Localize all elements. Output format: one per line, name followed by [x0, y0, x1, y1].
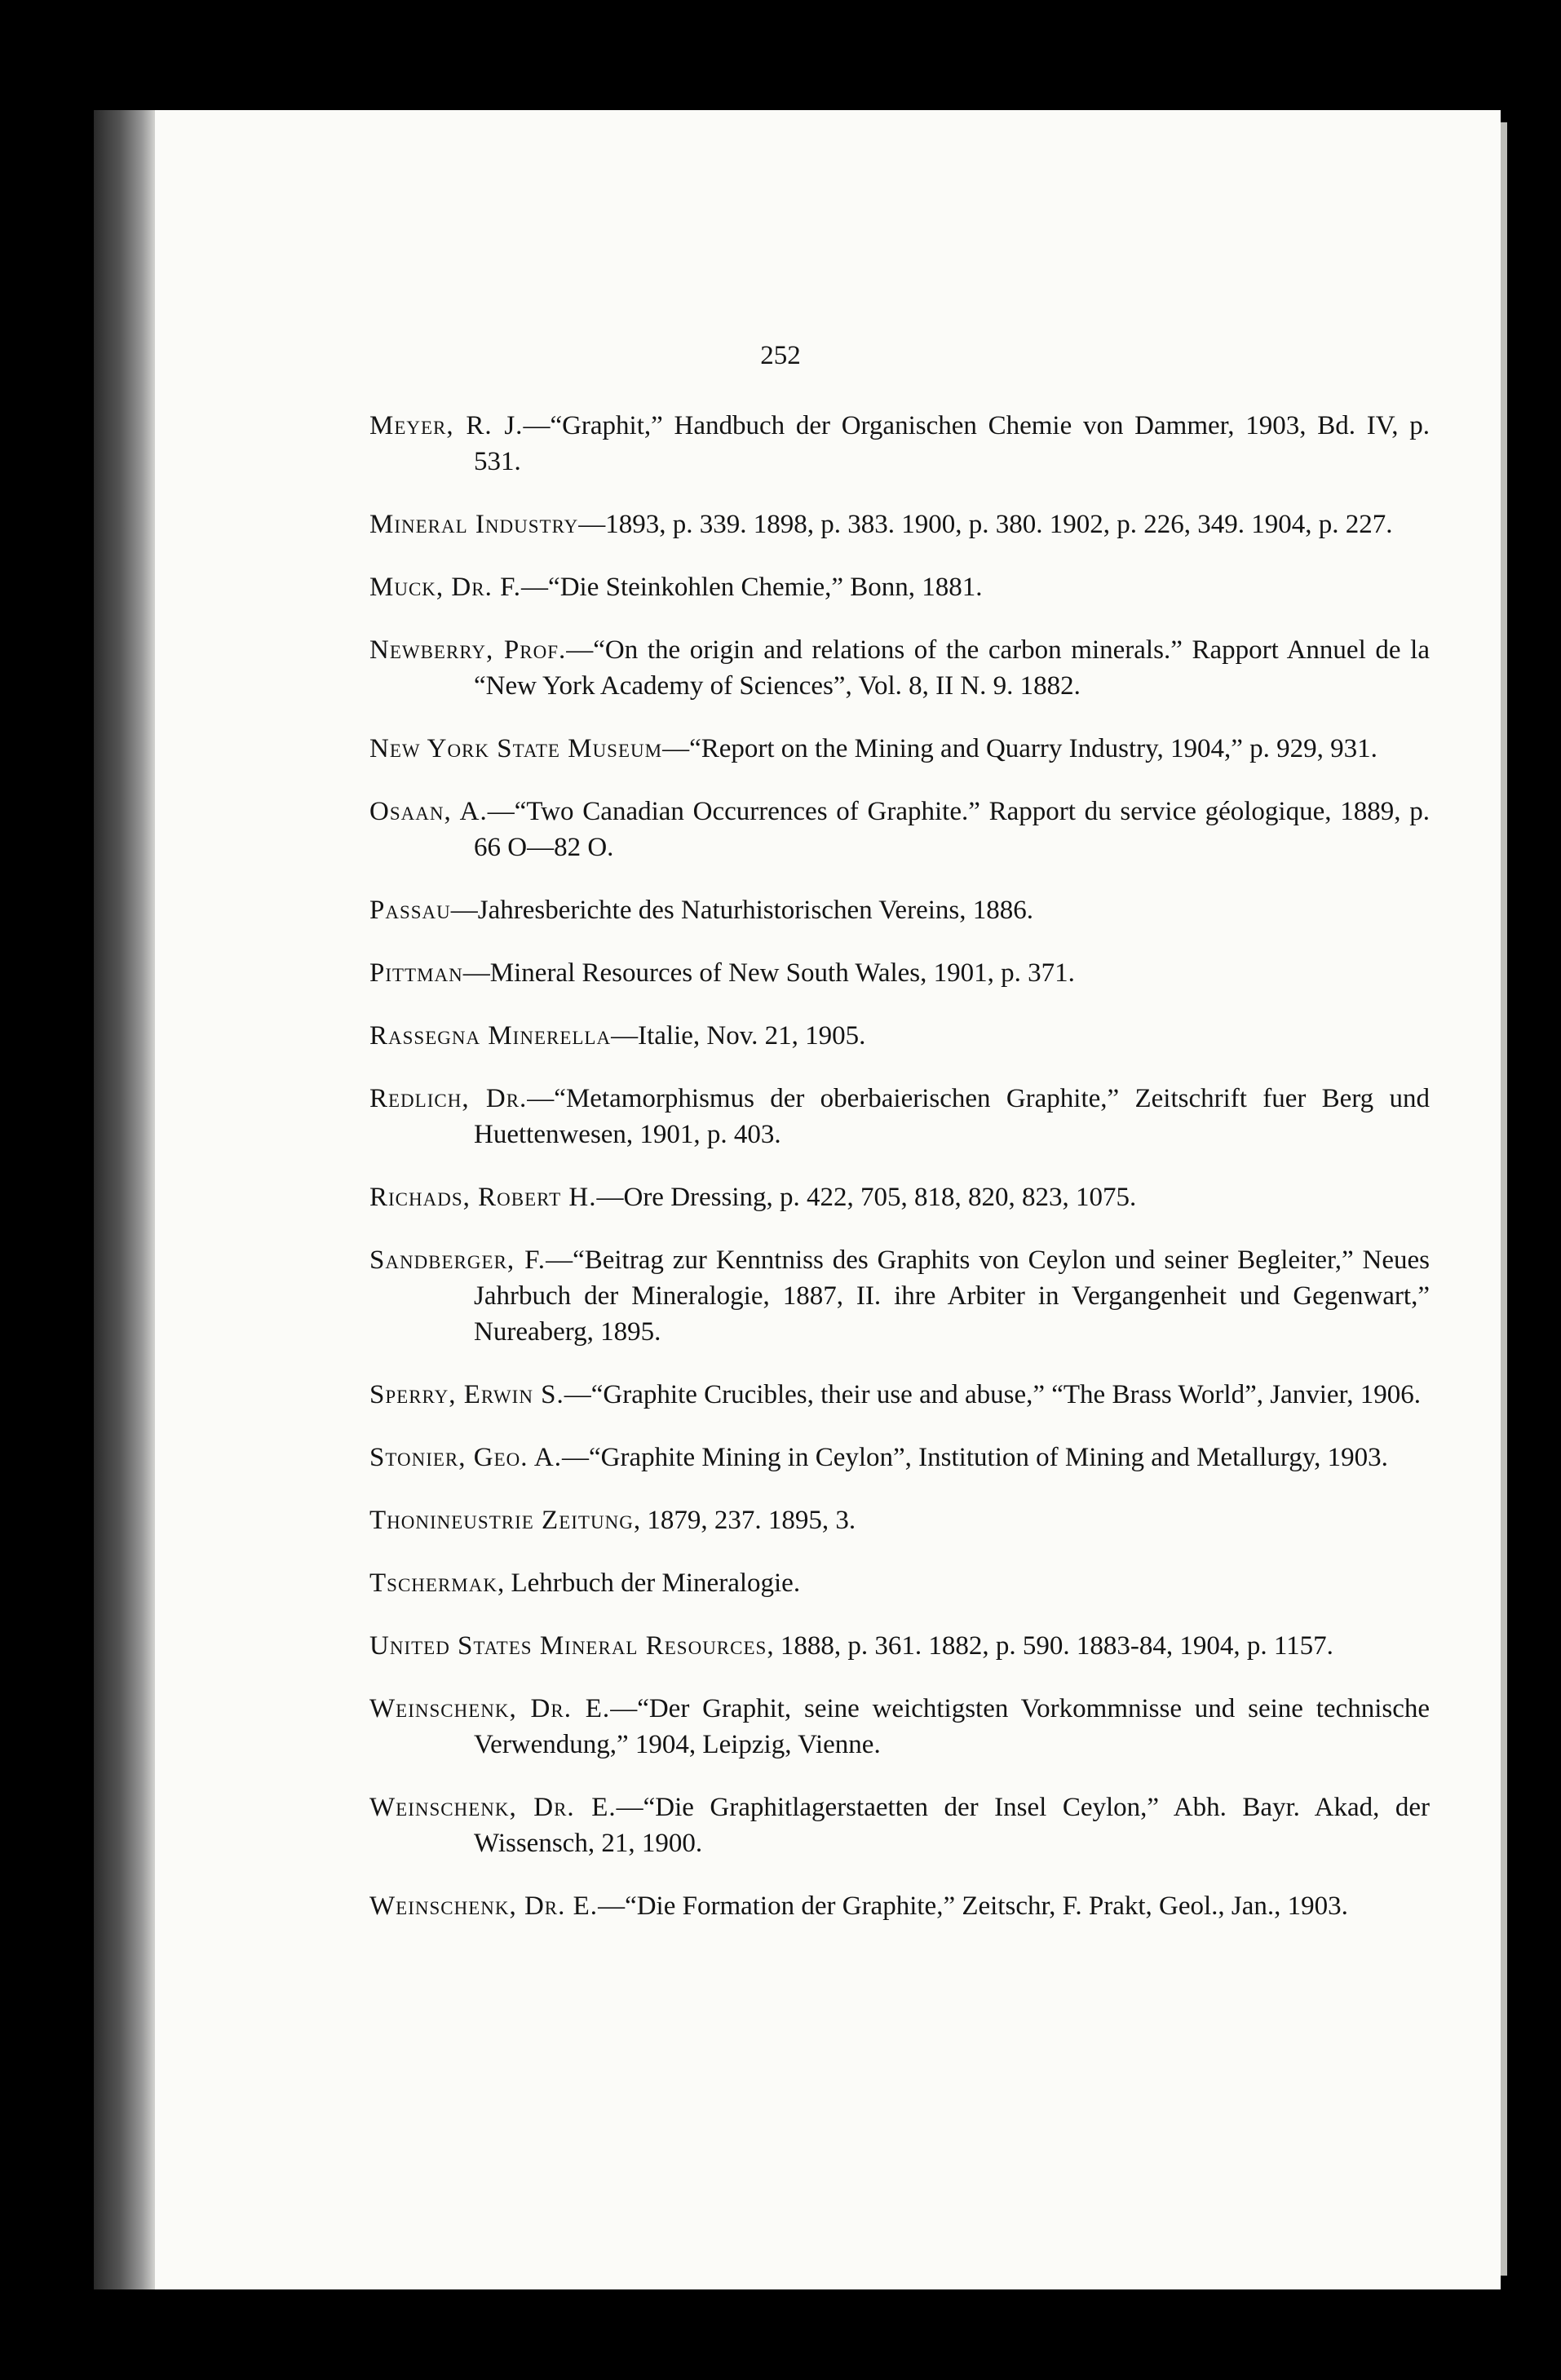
entry-text: —Mineral Resources of New South Wales, 1901, p. 371. — [462, 958, 1075, 988]
bibliography-entry — [369, 892, 1430, 928]
entry-author: Thonineustrie Zeitung — [369, 1506, 634, 1535]
entry-author: Newberry, Prof. — [369, 635, 567, 665]
entry-text: —“Graphite Crucibles, their use and abuse,” “The Brass World”, Janvier, 1906. — [564, 1380, 1421, 1409]
bibliography-entry — [369, 1502, 1430, 1538]
entry-text: —Ore Dressing, p. 422, 705, 818, 820, 823, 1075. — [596, 1183, 1137, 1212]
entry-author: Tschermak — [369, 1568, 497, 1598]
bibliography-entry — [369, 794, 1430, 865]
entry-text: —“Metamorphismus der oberbaierischen Graphite,” Zeitschrift fuer Berg und Huettenwesen, 1901, p. 403. — [474, 1084, 1430, 1149]
entry-author: United States Mineral Resources — [369, 1631, 767, 1661]
bibliography-entry — [369, 1691, 1430, 1763]
entry-author: Redlich, Dr. — [369, 1084, 528, 1113]
bibliography-entry — [369, 569, 1430, 605]
bibliography-entry — [369, 731, 1430, 767]
bibliography-entry — [369, 1018, 1430, 1054]
entry-text: , Lehrbuch der Mineralogie. — [497, 1568, 801, 1598]
bibliography-entry — [369, 1440, 1430, 1475]
bibliography-entry — [369, 408, 1430, 480]
entry-text: —“Die Steinkohlen Chemie,” Bonn, 1881. — [521, 573, 983, 602]
entry-author: Osaan, A. — [369, 797, 488, 826]
entry-author: New York State Museum — [369, 734, 663, 763]
entry-author: Pittman — [369, 958, 463, 988]
entry-text: —Jahresberichte des Naturhistorischen Vereins, 1886. — [450, 896, 1033, 925]
bibliography-entry — [369, 632, 1430, 704]
entry-author: Sperry, Erwin S. — [369, 1380, 564, 1409]
entry-text: —“Die Graphitlagerstaetten der Insel Ceylon,” Abh. Bayr. Akad, der Wissensch, 21, 1900. — [474, 1793, 1430, 1858]
bibliography-entry — [369, 507, 1430, 542]
entry-text: , 1888, p. 361. 1882, p. 590. 1883-84, 1904, p. 1157. — [767, 1631, 1333, 1661]
entry-text: —“Report on the Mining and Quarry Industry, 1904,” p. 929, 931. — [662, 734, 1377, 763]
entry-author: Richads, Robert H. — [369, 1183, 597, 1212]
entry-text: —“Graphite Mining in Ceylon”, Institution of Mining and Metallurgy, 1903. — [562, 1443, 1388, 1472]
entry-author: Rassegna Minerella — [369, 1021, 612, 1051]
bibliography-entry — [369, 1242, 1430, 1350]
entry-text: —“Der Graphit, seine weichtigsten Vorkommnisse und seine technische Verwendung,” 1904, Leipzig, Vienne. — [474, 1694, 1430, 1759]
bibliography-entry — [369, 1565, 1430, 1601]
bibliography-entry — [369, 955, 1430, 991]
entry-text: —“Two Canadian Occurrences of Graphite.” Rapport du service géologique, 1889, p. 66 O—82 O. — [474, 797, 1430, 862]
entry-author: Muck, Dr. F. — [369, 573, 522, 602]
entry-author: Mineral Industry — [369, 510, 579, 539]
bibliography-entry — [369, 1789, 1430, 1861]
entry-text: —“Graphit,” Handbuch der Organischen Chemie von Dammer, 1903, Bd. IV, p. 531. — [474, 411, 1430, 476]
page-number: 252 — [760, 341, 801, 370]
entry-author: Stonier, Geo. A. — [369, 1443, 563, 1472]
book-binding — [94, 110, 159, 2289]
bibliography-entry — [369, 1081, 1430, 1152]
bibliography-entry — [369, 1377, 1430, 1413]
entry-author: Sandberger, F. — [369, 1245, 546, 1275]
entry-text: , 1879, 237. 1895, 3. — [633, 1506, 856, 1535]
entry-text: —“Die Formation der Graphite,” Zeitschr, F. Prakt, Geol., Jan., 1903. — [598, 1891, 1348, 1921]
entry-text: —1893, p. 339. 1898, p. 383. 1900, p. 380. 1902, p. 226, 349. 1904, p. 227. — [578, 510, 1393, 539]
entry-author: Weinschenk, Dr. E. — [369, 1694, 611, 1723]
entry-author: Weinschenk, Dr. E. — [369, 1793, 617, 1822]
entry-text: —“On the origin and relations of the carbon minerals.” Rapport Annuel de la “New York Academy of Sciences”, Vol. 8, II N. 9. 1882. — [474, 635, 1430, 701]
entry-author: Weinschenk, Dr. E. — [369, 1891, 599, 1921]
entry-author: Passau — [369, 896, 451, 925]
bibliography-entry — [369, 1888, 1430, 1924]
entry-author: Meyer, R. J. — [369, 411, 524, 440]
entry-text: —“Beitrag zur Kenntniss des Graphits von Ceylon und seiner Begleiter,” Neues Jahrbuch der Mineralogie, 1887, II. ihre Arbiter in Vergangenheit und Gegenwart,” Nureaberg, 1895. — [474, 1245, 1430, 1347]
bibliography-list — [369, 408, 1430, 1934]
bibliography-entry — [369, 1179, 1430, 1215]
page-edge — [1501, 122, 1507, 2276]
entry-text: —Italie, Nov. 21, 1905. — [611, 1021, 866, 1051]
bibliography-entry — [369, 1628, 1430, 1664]
